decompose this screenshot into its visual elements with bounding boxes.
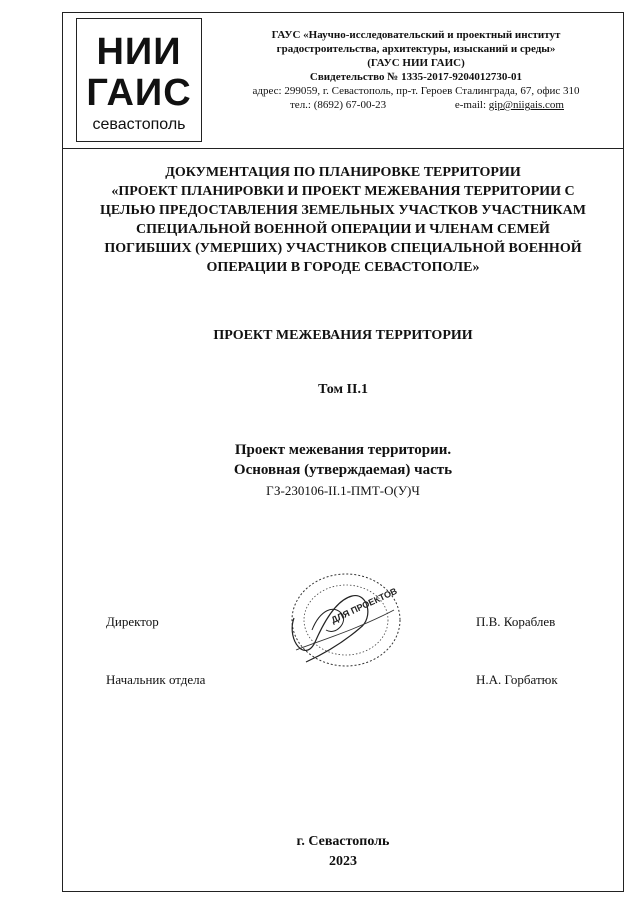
org-email-label: e-mail: (454, 99, 487, 111)
organization-details (208, 28, 624, 112)
header-divider (62, 148, 624, 149)
seal-stamp (276, 570, 412, 680)
org-contacts (208, 98, 624, 112)
footer-year: 2023 (329, 854, 357, 869)
director-role: Директор (106, 614, 159, 629)
org-phone: тел.: (8692) 67-00-23 (290, 99, 387, 111)
org-certificate: Свидетельство № 1335-2017-9204012730-01 (309, 71, 523, 83)
doc-title-line-1: Проект межевания территории. (234, 442, 452, 458)
director-name: П.В. Кораблев (476, 614, 556, 629)
footer (62, 832, 624, 872)
title-line: ДОКУМЕНТАЦИЯ ПО ПЛАНИРОВКЕ ТЕРРИТОРИИ (165, 165, 521, 180)
title-line: «ПРОЕКТ ПЛАНИРОВКИ И ПРОЕКТ МЕЖЕВАНИЯ ТЕРРИТОРИИ С (111, 184, 575, 199)
org-name-line-1: ГАУС «Научно-исследовательский и проектный институт (271, 29, 561, 41)
volume-title: Том II.1 (318, 382, 368, 397)
document-main-title (62, 163, 624, 277)
doc-title-line-2: Основная (утверждаемая) часть (233, 462, 453, 478)
stamp-text: ДЛЯ ПРОЕКТОВ (329, 585, 399, 626)
logo-line-1: НИИ (96, 31, 182, 73)
title-line: ЦЕЛЬЮ ПРЕДОСТАВЛЕНИЯ ЗЕМЕЛЬНЫХ УЧАСТКОВ УЧАСТНИКАМ (100, 203, 586, 218)
title-line: СПЕЦИАЛЬНОЙ ВОЕННОЙ ОПЕРАЦИИ И ЧЛЕНАМ СЕМЕЙ (136, 222, 550, 237)
head-role: Начальник отдела (106, 672, 206, 687)
section-title: ПРОЕКТ МЕЖЕВАНИЯ ТЕРРИТОРИИ (213, 328, 473, 343)
org-address: адрес: 299059, г. Севастополь, пр-т. Героев Сталинграда, 67, офис 310 (252, 85, 580, 97)
org-email-block (455, 98, 564, 112)
document-subtitle (62, 440, 624, 500)
title-line: ПОГИБШИХ (УМЕРШИХ) УЧАСТНИКОВ СПЕЦИАЛЬНОЙ ВОЕННОЙ (104, 241, 582, 256)
footer-city: г. Севастополь (296, 834, 390, 849)
org-email-link[interactable]: gip@niigais.com (488, 99, 564, 111)
org-name-line-2: градостроительства, архитектуры, изысканий и среды» (276, 43, 556, 55)
title-line: ОПЕРАЦИИ В ГОРОДЕ СЕВАСТОПОЛЕ» (206, 260, 480, 275)
head-name: Н.А. Горбатюк (476, 672, 558, 687)
institute-logo (76, 18, 202, 142)
doc-code: ГЗ-230106-II.1-ПМТ-О(У)Ч (266, 483, 420, 498)
logo-line-2: ГАИС (86, 72, 192, 114)
org-short-name: (ГАУС НИИ ГАИС) (367, 57, 465, 69)
logo-line-3: севастополь (92, 116, 186, 133)
